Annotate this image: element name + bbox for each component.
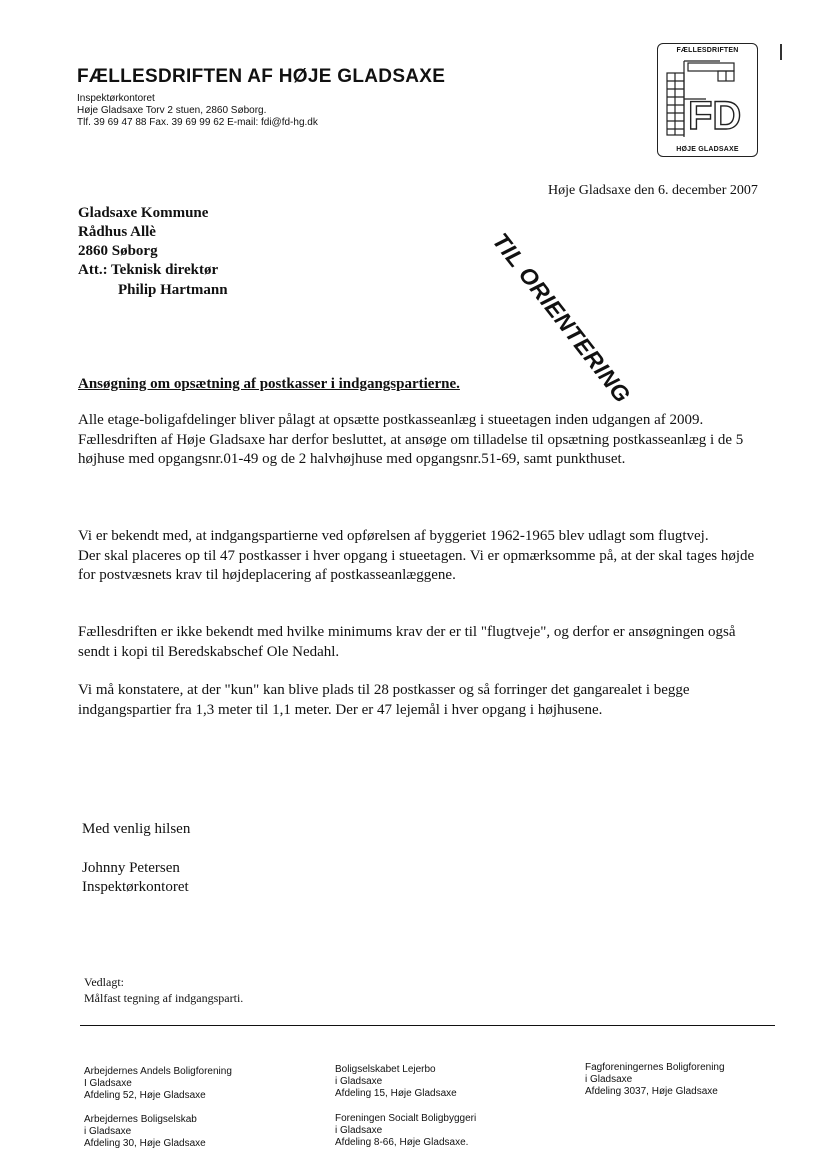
footer-line: Fagforeningernes Boligforening: [585, 1062, 725, 1073]
organization-name: FÆLLESDRIFTEN AF HØJE GLADSAXE: [77, 66, 446, 87]
recipient-city: 2860 Søborg: [78, 243, 158, 259]
address-line: Høje Gladsaxe Torv 2 stuen, 2860 Søborg.: [77, 105, 267, 116]
logo-top-text: FÆLLESDRIFTEN: [676, 47, 739, 54]
logo-monogram-text: FD: [688, 94, 742, 138]
organization-logo: [657, 43, 758, 157]
body-paragraph-2: [78, 527, 768, 586]
footer-member-4: [335, 1113, 476, 1149]
building-monogram-icon: [662, 57, 753, 143]
footer-divider: [80, 1025, 775, 1026]
closing-greeting: Med venlig hilsen: [82, 821, 191, 837]
footer-member-1: [84, 1066, 232, 1102]
logo-bottom-text: HØJE GLADSAXE: [676, 146, 739, 153]
footer-line: i Gladsaxe: [84, 1126, 132, 1137]
footer-line: Afdeling 8-66, Høje Gladsaxe.: [335, 1137, 469, 1148]
footer-line: i Gladsaxe: [335, 1076, 383, 1087]
footer-line: I Gladsaxe: [84, 1078, 132, 1089]
footer-line: Arbejdernes Boligselskab: [84, 1114, 197, 1125]
recipient-street: Rådhus Allè: [78, 224, 156, 240]
department-line: Inspektørkontoret: [77, 93, 155, 104]
recipient-attention: Att.: Teknisk direktør: [78, 262, 219, 278]
body-paragraph-1: [78, 411, 768, 470]
paragraph-text: Vi er bekendt med, at indgangspartierne ved opførelsen af byggeriet 1962-1965 blev udlagt som flugtvej. Der skal placeres op til 47 postkasser i hver opgang i stueetagen. Vi er opmærksomme på, at der skal tages højde for postvæsnets krav til højdeplacering af postkasseanlæggene.: [78, 528, 755, 583]
paragraph-text: Vi må konstatere, at der "kun" kan blive plads til 28 postkasser og så forringer det gangarealet i begge indgangspartier fra 1,3 meter til 1,1 meter. Der er 47 lejemål i hver opgang i højhusene.: [78, 682, 690, 718]
recipient-person: Philip Hartmann: [118, 282, 228, 298]
footer-member-5: [585, 1062, 725, 1098]
scan-mark: [780, 44, 782, 60]
signer-name: Johnny Petersen: [82, 860, 180, 876]
footer-line: Afdeling 52, Høje Gladsaxe: [84, 1090, 206, 1101]
contact-line: Tlf. 39 69 47 88 Fax. 39 69 99 62 E-mail: fdi@fd-hg.dk: [77, 117, 318, 128]
paragraph-text: Fællesdriften er ikke bekendt med hvilke minimums krav der er til "flugtveje", og derfor er ansøgningen også sendt i kopi til Beredskabschef Ole Nedahl.: [78, 624, 736, 660]
footer-member-3: [335, 1064, 457, 1100]
body-paragraph-4: [78, 681, 768, 720]
footer-line: Afdeling 3037, Høje Gladsaxe: [585, 1086, 718, 1097]
footer-line: Arbejdernes Andels Boligforening: [84, 1066, 232, 1077]
footer-line: Boligselskabet Lejerbo: [335, 1064, 436, 1075]
enclosure-item: Målfast tegning af indgangsparti.: [84, 991, 244, 1005]
letter-subject: Ansøgning om opsætning af postkasser i indgangspartierne.: [78, 376, 460, 392]
footer-line: i Gladsaxe: [585, 1074, 633, 1085]
footer-line: i Gladsaxe: [335, 1125, 383, 1136]
footer-line: Afdeling 30, Høje Gladsaxe: [84, 1138, 206, 1149]
recipient-name: Gladsaxe Kommune: [78, 205, 209, 221]
footer-line: Afdeling 15, Høje Gladsaxe: [335, 1088, 457, 1099]
letter-date: Høje Gladsaxe den 6. december 2007: [548, 183, 758, 198]
enclosure-label: Vedlagt:: [84, 975, 124, 989]
footer-member-2: [84, 1114, 206, 1150]
paragraph-text: Alle etage-boligafdelinger bliver pålagt at opsætte postkasseanlæg i stueetagen inden udgangen af 2009. Fællesdriften af Høje Gladsaxe har derfor besluttet, at ansøge om tilladelse til opsætning postkasseanlæg i de 5 højhuse med opgangsnr.01-49 og de 2 halvhøjhuse med opgangsnr.51-69, samt punkthuset.: [78, 412, 744, 467]
footer-line: Foreningen Socialt Boligbyggeri: [335, 1113, 477, 1124]
body-paragraph-3: [78, 623, 768, 662]
signer-office: Inspektørkontoret: [82, 879, 189, 895]
orientation-stamp: TIL ORIENTERING: [487, 228, 636, 408]
